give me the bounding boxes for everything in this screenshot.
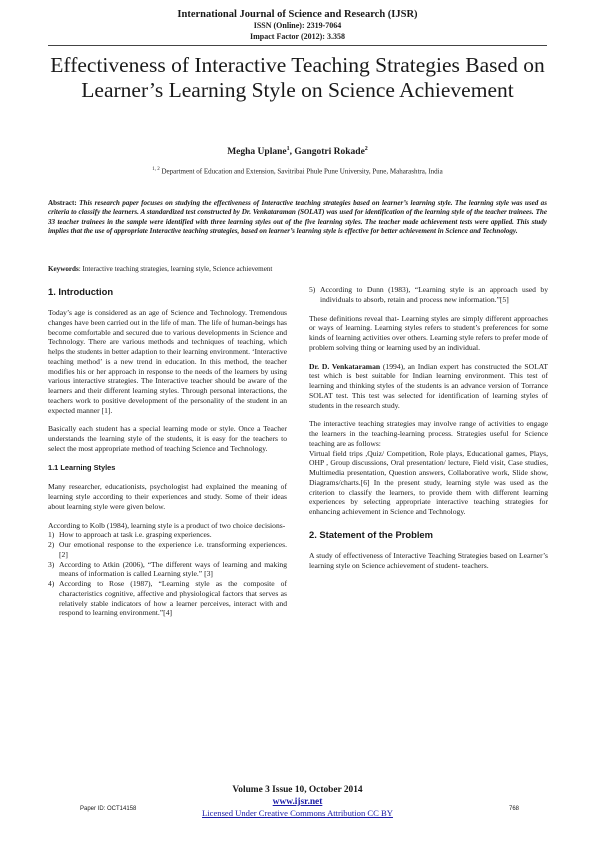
paragraph: These definitions reveal that- Learning styles are simply different approaches or ways of learning. Learning styles refers to student’s preferences for some kinds of learning activities over others. Learning style refers to prefer mode of problem solving thing or learning used by an individual. <box>309 313 548 352</box>
list-number: 2) <box>48 540 55 549</box>
journal-issn: ISSN (Online): 2319-7064 <box>253 21 342 30</box>
author-superscript: 1 <box>286 146 290 152</box>
list-item <box>309 285 548 305</box>
abstract-label: Abstract: <box>48 199 77 207</box>
license-link[interactable]: Licensed Under Creative Commons Attribution CC BY <box>202 808 393 818</box>
paper-id: Paper ID: OCT14158 <box>80 806 137 812</box>
list-text: How to approach at task i.e. grasping experiences. <box>59 530 212 540</box>
paper-title: Effectiveness of Interactive Teaching Strategies Based on Learner’s Learning Style on Science Achievement <box>50 53 545 102</box>
paragraph: Virtual field trips ,Quiz/ Competition, Role plays, Educational games, Plays, OHP , Group discussions, Oral presentation/ lecture, Field visit, Case studies, Multimedia presentation, Question answers, Collaborative work, Slide show, Diagrams/charts.[6] In the present study, learning style was used as the criterion to classify the learners, to provide them with different learning experiences by selecting appropriate interactive teaching strategies for enhancing achievement in Science and Technology. <box>309 448 548 516</box>
website-link[interactable]: www.ijsr.net <box>272 797 323 807</box>
abstract-text: This research paper focuses on studying the effectiveness of Interactive teaching strategies based on learner’s learning style. The learning style was used as criteria to classify the learners. A standardized test constructed by Dr. Venkataraman (SOLAT) was used for identification of the learning style of the teacher trainees. The 33 teacher trainees in the sample were identified with three learning styles out of the five learning styles. The teacher made achievement tests were applied. This study implies that the use of appropriate Interactive teaching strategies, based on learner’s learning style is effective for better achievement in Science and Technology. <box>48 199 547 235</box>
list-number: 4) <box>48 579 55 588</box>
paragraph: Basically each student has a special learning mode or style. Once a Teacher understands the learning style of the students, it is easy for the teachers to select the most appropriate method of teaching Science and Technology. <box>48 424 287 453</box>
definition-list-continued <box>309 285 548 305</box>
list-number: 5) <box>309 285 316 294</box>
journal-impact-factor: Impact Factor (2012): 3.358 <box>250 31 345 41</box>
section-heading-statement: 2. Statement of the Problem <box>309 528 433 540</box>
list-text: According to Atkin (2006), “The different ways of learning and making means of information is called Learning style.” [3] <box>59 559 287 579</box>
affiliation-text: Department of Education and Extension, Savitribai Phule Pune University, Pune, Maharashtra, India <box>159 167 443 176</box>
paragraph: Today’s age is considered as an age of Science and Technology. Tremendous changes have been carried out in the life of man. The life of human-beings has become comfortable and secured due to various developments in Science and Technology. There are various methods and techniques of teaching, which helps the students in better adaption to their learning environment. ‘Interactive teaching method’ is a new trend in education. In this method, the teacher modifies his or her approach in response to the needs of the learners by using various interactive strategies. The Interactive teacher should be aware of the learners and their different learning styles. Through personal interactions, the teachers work to positive development of the personality of the student in an expected manner [1]. <box>48 308 287 415</box>
abstract <box>48 199 547 236</box>
paragraph: Many researcher, educationists, psychologist had explained the meaning of learning style according to their experiences and study. Some of their ideas about learning style were given below. <box>48 482 287 511</box>
page-number: 768 <box>509 806 520 812</box>
author-superscript: 2 <box>364 146 368 152</box>
author-name: Gangotri Rokade <box>294 147 365 158</box>
affiliation-superscript: 1, 2 <box>152 167 160 172</box>
paragraph-lead: Dr. D. Venkataraman <box>309 361 381 371</box>
list-item <box>48 560 287 580</box>
paragraph-text: (1994), an Indian expert has constructed the SOLAT test which is best suitable for Indian learning environment. This test of learning and thinking styles of the students is an advance version of Torrance SOLAT test. This test was selected for identification of learning styles of students in the research study. <box>309 361 548 410</box>
affiliation <box>0 167 595 175</box>
list-text: According to Dunn (1983), “Learning style is an approach used by individuals to absorb, retain and process new information.”[5] <box>320 285 548 304</box>
list-item <box>48 579 287 618</box>
right-column <box>309 285 548 579</box>
journal-name: International Journal of Science and Research (IJSR) <box>177 9 418 20</box>
subsection-heading-learning-styles: 1.1 Learning Styles <box>48 462 116 472</box>
paragraph: The interactive teaching strategies may involve range of activities to engage the learners in the teaching-learning process. Strategies useful for Science teaching are as follows: <box>309 419 548 448</box>
paragraph: A study of effectiveness of Interactive Teaching Strategies based on Learner’s learning style on Science achievement of student- teachers. <box>309 550 548 570</box>
author-name: Megha Uplane <box>227 147 287 158</box>
list-number: 3) <box>48 559 55 569</box>
author-line <box>0 146 595 157</box>
keywords <box>48 265 547 273</box>
keywords-text: : Interactive teaching strategies, learning style, Science achievement <box>78 265 273 273</box>
list-number: 1) <box>48 530 55 540</box>
header-divider <box>48 45 547 46</box>
page-footer <box>0 784 595 819</box>
paragraph: According to Kolb (1984), learning style is a product of two choice decisions- <box>48 520 286 530</box>
keywords-label: Keywords <box>48 265 79 273</box>
list-text: According to Rose (1987), “Learning style as the composite of characteristics cognitive, affective and physiological factors that serves as relatively stable indicators of how a learner perceives, interact with and respond to learning environment.”[4] <box>59 579 287 618</box>
author-separator: , <box>289 147 295 158</box>
list-text: Our emotional response to the experience i.e. transforming experiences. [2] <box>59 540 287 559</box>
paragraph <box>309 362 548 411</box>
volume-issue: Volume 3 Issue 10, October 2014 <box>232 785 363 795</box>
left-column <box>48 286 287 618</box>
definition-list <box>48 530 287 618</box>
journal-header <box>0 9 595 42</box>
list-item <box>48 530 287 540</box>
list-item <box>48 540 287 560</box>
section-heading-introduction: 1. Introduction <box>48 286 114 297</box>
